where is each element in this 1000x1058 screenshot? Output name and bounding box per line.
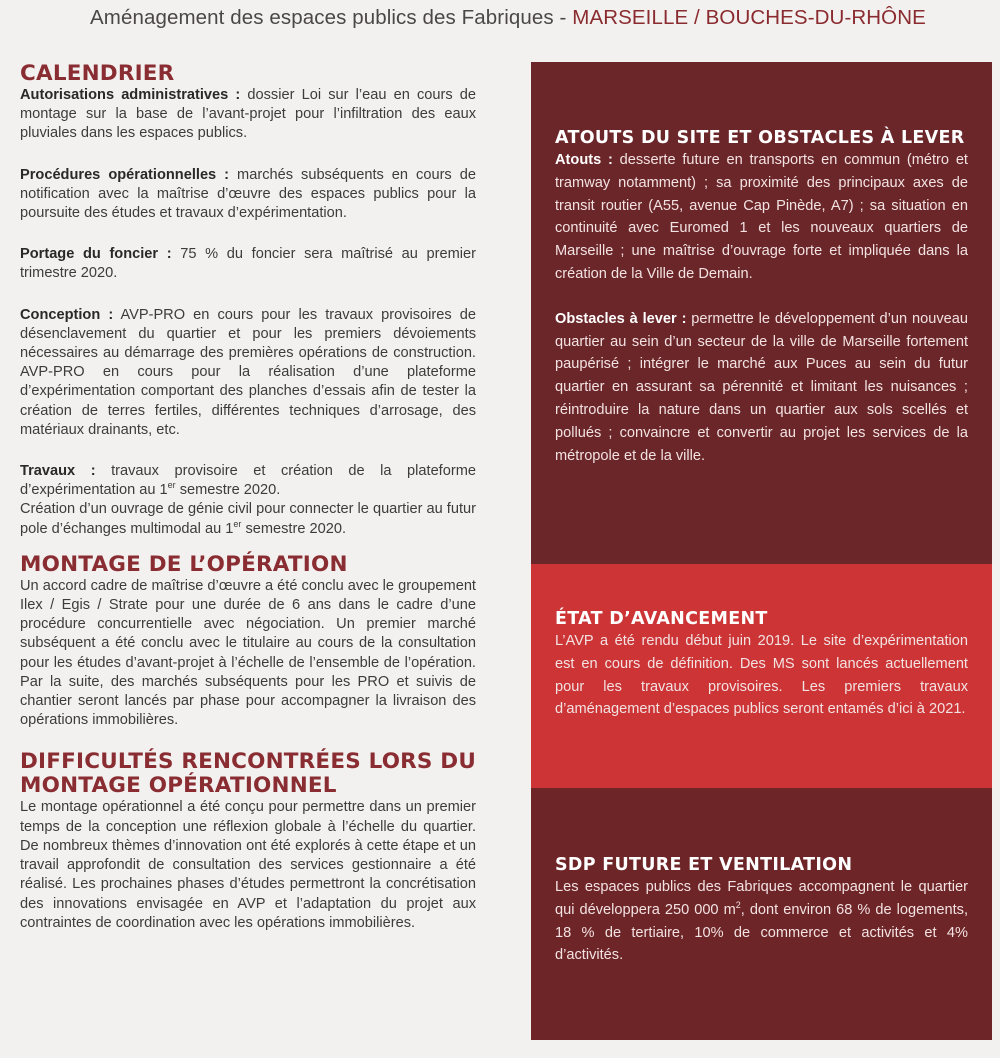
- obstacles-paragraph: [555, 308, 968, 468]
- autorisations-paragraph: [20, 86, 476, 144]
- portage-label: Portage du foncier :: [20, 246, 172, 263]
- etat-heading: ÉTAT D’AVANCEMENT: [555, 609, 768, 629]
- autorisations-text: dossier Loi sur l’eau en cours de montage sur la base de l’avant-projet pour l’infiltration des eaux pluviales dans les espaces publics.: [20, 87, 476, 142]
- difficultes-text: Le montage opérationnel a été conçu pour permettre dans un premier temps de la conception une réflexion globale à l’échelle du quartier. De nombreux thèmes d’innovation ont été explorés à cette étape et un travail approfondit de consultation des services gestionnaire a été réalisé. Les prochaines phases d’études permettront la concrétisation des innovations envisagée en AVP et l’adaptation du projet aux contraintes de coordination avec les opérations immobilières.: [20, 799, 476, 931]
- conception-paragraph: [20, 306, 476, 440]
- header-title: Aménagement des espaces publics des Fabriques -: [90, 6, 573, 29]
- travaux-sup-2: er: [233, 518, 242, 529]
- travaux-sup-1: er: [167, 480, 176, 491]
- obstacles-label: Obstacles à lever :: [555, 310, 687, 327]
- travaux-text-2: semestre 2020.: [175, 482, 281, 499]
- conception-text: AVP-PRO en cours pour les travaux provisoires de désenclavement du quartier et pour les premiers dévoiements nécessaires au démarrage des premières opérations de construction. AVP-PRO en cours pour la réalisation d’une plateforme d’expérimentation comportant des planches d’essais afin de tester la création de terres fertiles, différentes techniques d’arrosage, des matériaux drainants, etc.: [20, 306, 476, 438]
- portage-text: 75 % du foncier sera maîtrisé au premier trimestre 2020.: [20, 246, 477, 282]
- travaux-text-1: travaux provisoire et création de la plateforme d’expérimentation au 1: [20, 463, 476, 499]
- travaux-paragraph-2: [20, 500, 476, 538]
- travaux-paragraph: [20, 462, 476, 500]
- atouts-label: Atouts :: [555, 152, 613, 168]
- obstacles-text: permettre le développement d’un nouveau quartier au sein d’un secteur de la ville de Marseille fortement paupérisé ; intégrer le marché aux Puces au sein du futur quartier en assurant sa pérennité et limitant les nuisances ; réintroduire la nature dans un quartier aux sols scellés et pollués ; convaincre et convertir au projet les services de la métropole et de la ville.: [555, 310, 968, 464]
- travaux-label: Travaux :: [20, 463, 96, 480]
- etat-text: L’AVP a été rendu début juin 2019. Le site d’expérimentation est en cours de définition. Des MS sont lancés actuellement pour les travaux provisoires. Les premiers travaux d’aménagement d’espaces publics seront entamés d’ici à 2021.: [555, 633, 968, 718]
- montage-text: Un accord cadre de maîtrise d’œuvre a été conclu avec le groupement Ilex / Egis / Strate pour une durée de 6 ans dans le cadre d’une procédure concurrentielle avec négociation. Un premier marché subséquent a été conclu avec le titulaire au cours de la consultation pour les études d’avant-projet à l’échelle de l’ensemble de l’opération. Par la suite, des marchés subséquents pour les PRO et suivis de chantier seront lancés par phase pour accompagner la livraison des opérations immobilières.: [20, 577, 476, 729]
- sdp-heading: SDP FUTURE ET VENTILATION: [555, 855, 853, 875]
- left-column: [20, 62, 476, 933]
- sdp-panel: [531, 788, 992, 1040]
- page-header: [90, 6, 926, 30]
- etat-panel: [531, 564, 992, 788]
- sdp-paragraph: [555, 876, 968, 967]
- portage-paragraph: [20, 245, 476, 283]
- difficultes-heading-line2: MONTAGE OPÉRATIONNEL: [20, 773, 337, 799]
- procedures-text: marchés subséquents en cours de notification avec la maîtrise d’œuvre des espaces publics pour la poursuite des études et travaux d’expérimentation.: [20, 166, 476, 222]
- right-column: [531, 62, 992, 1040]
- sdp-text-1: Les espaces publics des Fabriques accompagnent le quartier qui développera 250 000 m: [555, 879, 968, 918]
- atouts-heading: ATOUTS DU SITE ET OBSTACLES À LEVER: [555, 128, 965, 148]
- travaux-text-4: semestre 2020.: [241, 520, 347, 537]
- procedures-paragraph: [20, 166, 476, 224]
- autorisations-label: Autorisations administratives :: [20, 87, 241, 103]
- atouts-paragraph: [555, 149, 968, 286]
- procedures-label: Procédures opérationnelles :: [20, 166, 230, 183]
- sdp-text-2: , dont environ 68 % de logements, 18 % de tertiaire, 10% de commerce et activités et 4% d’activités.: [555, 901, 968, 964]
- calendrier-heading: CALENDRIER: [20, 61, 175, 86]
- conception-label: Conception :: [20, 306, 114, 323]
- header-location: MARSEILLE / BOUCHES-DU-RHÔNE: [572, 6, 926, 29]
- difficultes-heading: [20, 750, 476, 798]
- montage-heading: MONTAGE DE L’OPÉRATION: [20, 551, 348, 577]
- atouts-text: desserte future en transports en commun (métro et tramway notamment) ; sa proximité des principaux axes de transit routier (A55, avenue Cap Pinède, A7) ; sa situation en continuité avec Euromed 1 et les nouveaux quartiers de Marseille ; une maîtrise d’ouvrage forte et impliquée dans la création de la Ville de Demain.: [555, 152, 968, 282]
- difficultes-heading-line1: DIFFICULTÉS RENCONTRÉES LORS DU: [20, 749, 477, 775]
- atouts-panel: [531, 62, 992, 564]
- travaux-text-3: Création d’un ouvrage de génie civil pour connecter le quartier au futur pole d’échanges multimodal au 1: [20, 501, 476, 537]
- sdp-sup: 2: [735, 899, 741, 910]
